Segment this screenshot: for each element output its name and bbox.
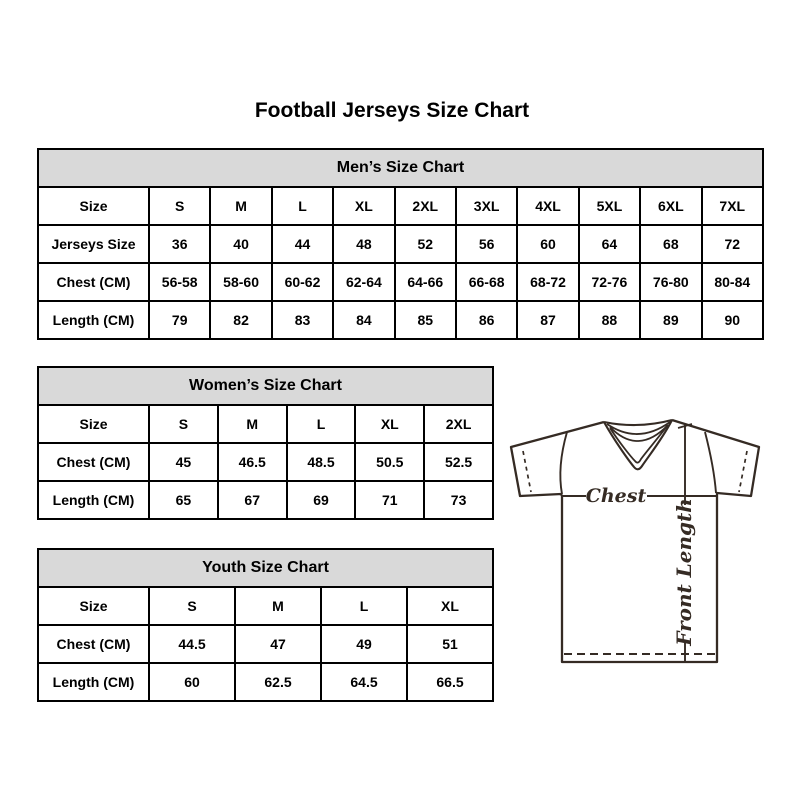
table-cell: 64.5 bbox=[321, 663, 407, 701]
table-cell: 72-76 bbox=[579, 263, 640, 301]
table-cell: 72 bbox=[702, 225, 763, 263]
table-header-row bbox=[38, 549, 493, 587]
table-row bbox=[38, 405, 493, 443]
table-cell: 67 bbox=[218, 481, 287, 519]
table-cell: 4XL bbox=[517, 187, 578, 225]
table-cell: 83 bbox=[272, 301, 333, 339]
table-cell: S bbox=[149, 405, 218, 443]
table-cell: 45 bbox=[149, 443, 218, 481]
table-cell: 2XL bbox=[424, 405, 493, 443]
row-label: Chest (CM) bbox=[38, 263, 149, 301]
table-row bbox=[38, 187, 763, 225]
table-cell: M bbox=[218, 405, 287, 443]
table-cell: 58-60 bbox=[210, 263, 271, 301]
table-row bbox=[38, 443, 493, 481]
collar-band-curve-2 bbox=[610, 425, 668, 441]
sleeve-seam-right bbox=[705, 432, 716, 493]
table-cell: 73 bbox=[424, 481, 493, 519]
table-body bbox=[38, 405, 493, 519]
table-row bbox=[38, 587, 493, 625]
table-cell: 60 bbox=[517, 225, 578, 263]
table-cell: 36 bbox=[149, 225, 210, 263]
table-cell: 64 bbox=[579, 225, 640, 263]
table-cell: S bbox=[149, 587, 235, 625]
table-cell: 44 bbox=[272, 225, 333, 263]
row-label: Chest (CM) bbox=[38, 625, 149, 663]
table-title: Women’s Size Chart bbox=[38, 367, 493, 405]
jersey-measurement-diagram bbox=[495, 395, 775, 685]
table-cell: 46.5 bbox=[218, 443, 287, 481]
row-label: Size bbox=[38, 405, 149, 443]
table-cell: 66-68 bbox=[456, 263, 517, 301]
row-label: Size bbox=[38, 587, 149, 625]
front-length-label: Front Length bbox=[672, 498, 696, 646]
table-cell: 69 bbox=[287, 481, 356, 519]
table-cell: 86 bbox=[456, 301, 517, 339]
table-cell: 62-64 bbox=[333, 263, 394, 301]
table-cell: 49 bbox=[321, 625, 407, 663]
table-cell: M bbox=[235, 587, 321, 625]
table-header-row bbox=[38, 367, 493, 405]
table-body bbox=[38, 187, 763, 339]
table-header-row bbox=[38, 149, 763, 187]
table-row bbox=[38, 481, 493, 519]
cuff-dash-right bbox=[739, 451, 747, 492]
table-cell: 66.5 bbox=[407, 663, 493, 701]
youth-size-table bbox=[37, 548, 494, 702]
collar-back-edge bbox=[604, 420, 672, 425]
table-cell: L bbox=[321, 587, 407, 625]
table-cell: XL bbox=[407, 587, 493, 625]
table-cell: 68-72 bbox=[517, 263, 578, 301]
table-cell: 71 bbox=[355, 481, 424, 519]
table-cell: M bbox=[210, 187, 271, 225]
jersey-outline bbox=[511, 420, 759, 662]
table-body bbox=[38, 587, 493, 701]
table-cell: 84 bbox=[333, 301, 394, 339]
table-row bbox=[38, 663, 493, 701]
table-cell: 50.5 bbox=[355, 443, 424, 481]
table-cell: 5XL bbox=[579, 187, 640, 225]
row-label: Length (CM) bbox=[38, 663, 149, 701]
table-cell: 48 bbox=[333, 225, 394, 263]
table-cell: 90 bbox=[702, 301, 763, 339]
row-label: Size bbox=[38, 187, 149, 225]
table-cell: 80-84 bbox=[702, 263, 763, 301]
sleeve-seam-left bbox=[560, 432, 567, 494]
youth-size-chart bbox=[37, 548, 494, 702]
table-cell: 56-58 bbox=[149, 263, 210, 301]
mens-size-chart bbox=[37, 148, 764, 340]
table-cell: 52.5 bbox=[424, 443, 493, 481]
table-title: Men’s Size Chart bbox=[38, 149, 763, 187]
table-cell: 76-80 bbox=[640, 263, 701, 301]
table-cell: 52 bbox=[395, 225, 456, 263]
table-cell: 88 bbox=[579, 301, 640, 339]
page-title: Football Jerseys Size Chart bbox=[254, 99, 530, 122]
table-cell: 6XL bbox=[640, 187, 701, 225]
table-row bbox=[38, 301, 763, 339]
row-label: Length (CM) bbox=[38, 301, 149, 339]
table-row bbox=[38, 225, 763, 263]
table-cell: 48.5 bbox=[287, 443, 356, 481]
table-cell: 62.5 bbox=[235, 663, 321, 701]
table-cell: 82 bbox=[210, 301, 271, 339]
table-cell: L bbox=[287, 405, 356, 443]
table-cell: 2XL bbox=[395, 187, 456, 225]
jersey-diagram-svg bbox=[495, 395, 775, 685]
table-cell: L bbox=[272, 187, 333, 225]
table-cell: 3XL bbox=[456, 187, 517, 225]
womens-size-chart bbox=[37, 366, 494, 520]
table-cell: XL bbox=[333, 187, 394, 225]
table-cell: 60-62 bbox=[272, 263, 333, 301]
table-cell: 60 bbox=[149, 663, 235, 701]
table-cell: 7XL bbox=[702, 187, 763, 225]
table-cell: 65 bbox=[149, 481, 218, 519]
cuff-dash-left bbox=[523, 451, 531, 492]
mens-size-table bbox=[37, 148, 764, 340]
table-cell: 89 bbox=[640, 301, 701, 339]
womens-size-table bbox=[37, 366, 494, 520]
table-cell: XL bbox=[355, 405, 424, 443]
table-cell: 64-66 bbox=[395, 263, 456, 301]
table-cell: 44.5 bbox=[149, 625, 235, 663]
table-cell: 51 bbox=[407, 625, 493, 663]
table-title: Youth Size Chart bbox=[38, 549, 493, 587]
table-cell: 85 bbox=[395, 301, 456, 339]
row-label: Length (CM) bbox=[38, 481, 149, 519]
table-cell: 56 bbox=[456, 225, 517, 263]
table-row bbox=[38, 625, 493, 663]
table-cell: 40 bbox=[210, 225, 271, 263]
table-cell: 79 bbox=[149, 301, 210, 339]
table-row bbox=[38, 263, 763, 301]
table-cell: 47 bbox=[235, 625, 321, 663]
row-label: Chest (CM) bbox=[38, 443, 149, 481]
chest-label: Chest bbox=[585, 485, 647, 507]
table-cell: 87 bbox=[517, 301, 578, 339]
row-label: Jerseys Size bbox=[38, 225, 149, 263]
table-cell: 68 bbox=[640, 225, 701, 263]
table-cell: S bbox=[149, 187, 210, 225]
